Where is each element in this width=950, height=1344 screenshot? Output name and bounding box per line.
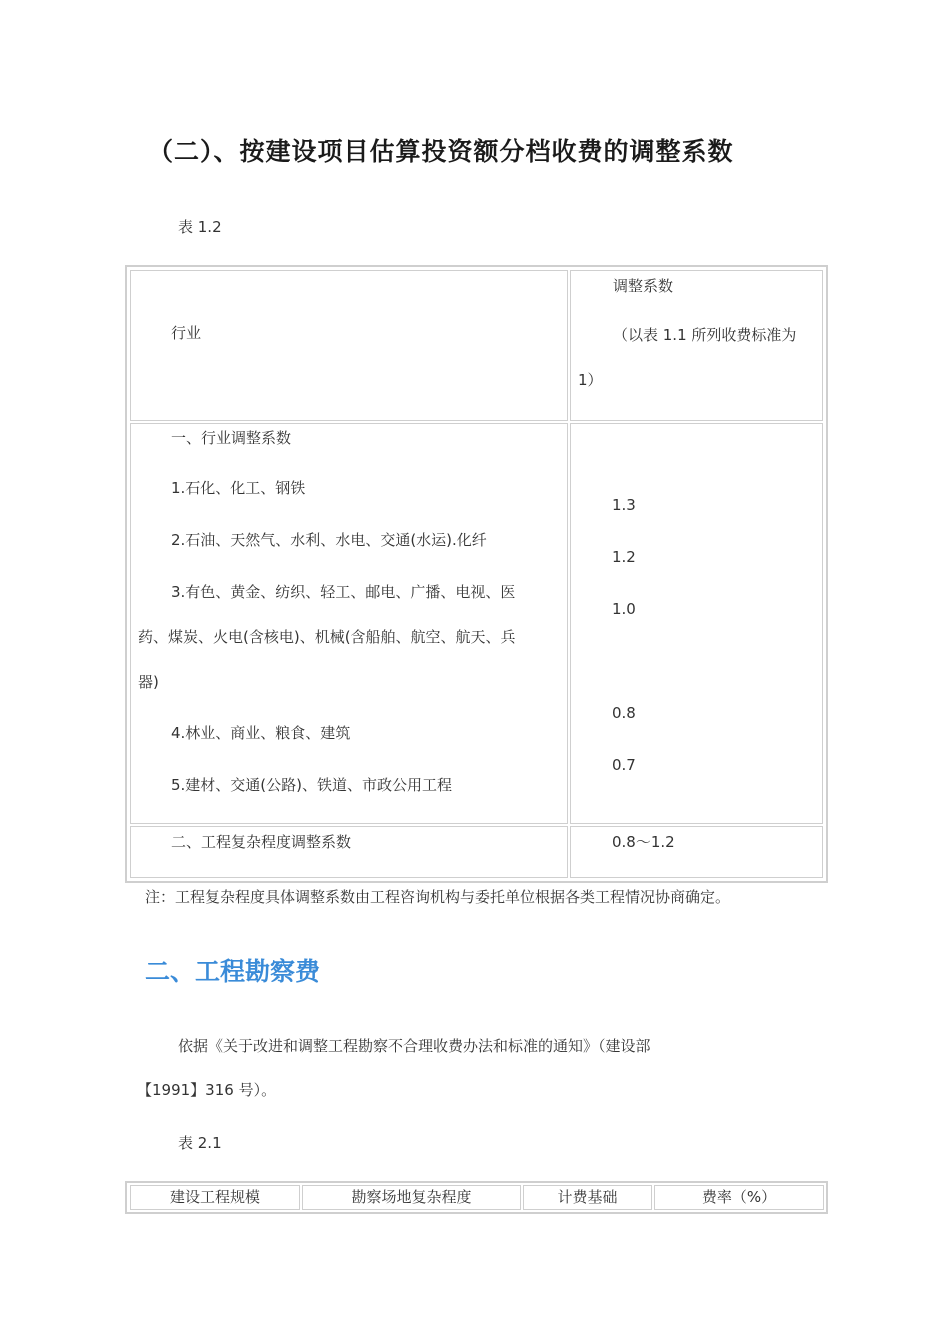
table-1-2 (125, 265, 828, 883)
table2-caption: 表 2.1 (178, 1134, 222, 1152)
industry-item: 器) (138, 673, 159, 691)
complexity-value-cell (570, 826, 823, 878)
paragraph-line: 依据《关于改进和调整工程勘察不合理收费办法和标准的通知》（建设部 (178, 1037, 651, 1055)
table2-header-scale: 建设工程规模 (130, 1185, 300, 1210)
table1-caption: 表 1.2 (178, 218, 222, 236)
complexity-label: 二、工程复杂程度调整系数 (171, 833, 352, 851)
industry-heading: 一、行业调整系数 (171, 429, 292, 447)
industry-item: 4.林业、商业、粮食、建筑 (171, 724, 351, 742)
header-cell-coefficient (570, 270, 823, 421)
header-coefficient-note-end: 1） (578, 371, 603, 389)
header-cell-industry (130, 270, 568, 421)
header-coefficient: 调整系数 (613, 277, 674, 295)
table-2-1 (125, 1181, 828, 1214)
industry-item: 1.石化、化工、钢铁 (171, 479, 306, 497)
coefficient-value: 1.3 (612, 496, 636, 514)
industry-item: 药、煤炭、火电(含核电)、机械(含船舶、航空、航天、兵 (138, 628, 516, 646)
coefficient-value: 1.0 (612, 600, 636, 618)
table2-header-site-complexity: 勘察场地复杂程度 (302, 1185, 521, 1210)
header-coefficient-note: （以表 1.1 所列收费标准为 (613, 326, 797, 344)
paragraph-line: 【1991】316 号）。 (137, 1081, 277, 1099)
table2-header-basis: 计费基础 (523, 1185, 652, 1210)
section-heading-survey-fee: 二、工程勘察费 (145, 957, 321, 986)
industry-item: 2.石油、天然气、水利、水电、交通(水运).化纤 (171, 531, 487, 549)
industry-item: 5.建材、交通(公路)、铁道、市政公用工程 (171, 776, 453, 794)
coefficient-value: 0.8 (612, 704, 636, 722)
section-title: （二）、按建设项目估算投资额分档收费的调整系数 (148, 137, 734, 166)
table-note: 注：工程复杂程度具体调整系数由工程咨询机构与委托单位根据各类工程情况协商确定。 (145, 888, 731, 906)
industry-item: 3.有色、黄金、纺织、轻工、邮电、广播、电视、医 (171, 583, 516, 601)
coefficient-value: 0.7 (612, 756, 636, 774)
industry-values-cell (570, 423, 823, 824)
coefficient-value: 1.2 (612, 548, 636, 566)
header-industry: 行业 (171, 324, 202, 342)
table2-header-rate: 费率（%） (654, 1185, 824, 1210)
complexity-value: 0.8～1.2 (612, 833, 675, 851)
